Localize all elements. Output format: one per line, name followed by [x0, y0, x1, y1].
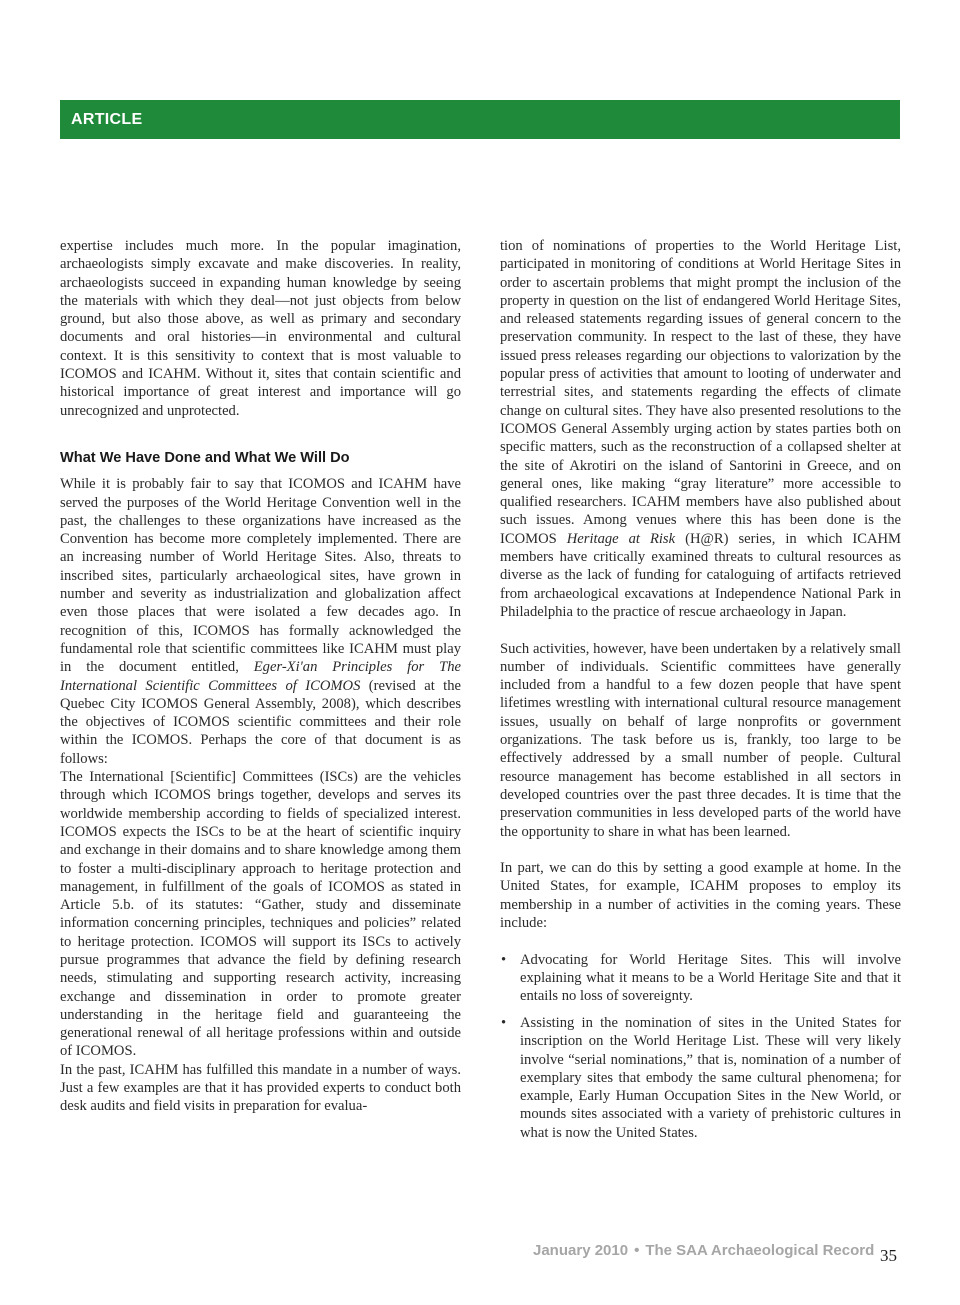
left-paragraph-3: In the past, ICAHM has fulfilled this mandate in a number of ways. Just a few examples are that it has provided experts to conduct both desk audits and field visits in preparation for evalua-: [60, 1061, 461, 1115]
bullet-mark: •: [501, 951, 507, 968]
right-paragraph-3: In part, we can do this by setting a good example at home. In the United States, for example, ICAHM proposes to employ its membership in a number of activities in the coming years. These include:: [500, 860, 901, 931]
left-paragraph-2: [60, 475, 461, 768]
list-item-text: Advocating for World Heritage Sites. This will involve explaining what it means to be a World Heritage Site and that it entails no loss of sovereignty.: [520, 951, 901, 1005]
section-heading: What We Have Done and What We Will Do: [60, 449, 350, 466]
heritage-at-risk-title: Heritage at Risk: [566, 530, 676, 547]
footer-separator: •: [634, 1242, 640, 1259]
list-item-text: Assisting in the nomination of sites in the United States for inscription on the World Heritage List. These will very likely involve “serial nominations,” that is, nomination of a number of exemplary sites that embody the same cultural phenomena; for example, Early Human Occupation Sites in the New World, or mounds sites associated with a variety of prehistoric cultures in what is now the United States.: [520, 1014, 901, 1141]
right-column: [500, 237, 901, 1142]
block-quote: The International [Scientific] Committees (ISCs) are the vehicles through which ICOMOS brings together, develops and serves its worldwide membership according to fields of specialized interest. ICOMOS expects the ISCs to be at the heart of scientific inquiry and exchange in their domains and to share knowledge among them to foster a multi-disciplinary approach to heritage protection and management, in fulfillment of the goals of ICOMOS as stated in Article 5.b. of its statutes: “Gather, study and disseminate information concerning principles, techniques and policies” related to heritage protection. ICOMOS will support its ISCs to actively pursue programmes that advance the field by defining research needs, stimulating and supporting research activity, increasing exchange and dissemination in order to promote greater understanding in the heritage field and guaranteeing the generational renewal of all heritage professions within and outside of ICOMOS.: [60, 769, 461, 1060]
right-paragraph-1: [500, 237, 901, 621]
footer-date: January 2010: [533, 1242, 629, 1259]
list-item: [500, 1014, 901, 1142]
footer-publication: The SAA Archaeological Record: [645, 1242, 875, 1259]
bullet-mark: •: [501, 1014, 507, 1031]
section-label: ARTICLE: [71, 110, 143, 128]
left-column: [60, 237, 461, 1116]
article-banner: [60, 100, 900, 139]
right-paragraph-1-text-b: (H@R) series, in which ICAHM members have critically examined threats to cultural resources as diverse as the lack of funding for cataloguing of artifacts retrieved from archaeological excavations at Independence National Park in Philadelphia to the practice of rescue archaeology in Japan.: [500, 530, 901, 620]
left-paragraph-2-text-a: While it is probably fair to say that ICOMOS and ICAHM have served the purposes of the World Heritage Convention well in the past, the challenges to these organizations have increased as the Convention has become more completely implemented. There are an increasing number of World Heritage Sites. Also, threats to inscribed sites, particularly archaeological sites, have grown in number and severity as industrialization and globalization affect even those places that were isolated a few decades ago. In recognition of this, ICOMOS has formally acknowledged the fundamental role that scientific committees like ICAHM must play in the document entitled,: [60, 476, 461, 676]
list-item: [500, 951, 901, 1006]
running-footer: [533, 1242, 874, 1259]
eger-xian-principles-title: Eger-Xi'an Principles for The International Scientific Committees of ICOMOS: [60, 659, 461, 694]
right-paragraph-2: Such activities, however, have been undertaken by a relatively small number of individuals. Scientific committees have generally included from a handful to a few dozen people that have spent lifetimes wrestling with international cultural resource management issues, usually on behalf of large nonprofits or government organizations. The task before us is, frankly, too large to be effectively addressed by a small number of people. Cultural resource management has become established in all sectors in developed countries over the past three decades. It is time that the preservation communities in less developed parts of the world have the opportunity to share in what has been learned.: [500, 640, 901, 840]
activities-list: [500, 951, 901, 1142]
left-paragraph-2-text-b: (revised at the Quebec City ICOMOS General Assembly, 2008), which describes the objectives of ICOMOS scientific committees and their role within the ICOMOS. Perhaps the core of that document is as follows:: [60, 677, 461, 767]
page-number: 35: [880, 1246, 897, 1265]
left-paragraph-1: expertise includes much more. In the popular imagination, archaeologists simply excavate and make discoveries. In reality, archaeologists succeed in expanding human knowledge by seeing the materials with which they deal—not just objects from below ground, but also those above, as well as primary and secondary documents and oral histories—in environmental and cultural context. It is this sensitivity to context that is most valuable to ICOMOS and ICAHM. Without it, sites that contain scientific and historical importance of great interest and importance will go unrecognized and unprotected.: [60, 238, 461, 419]
right-paragraph-1-text-a: tion of nominations of properties to the World Heritage List, participated in monitoring of conditions at World Heritage Sites in order to ascertain problems that might prompt the inclusion of the property in question on the list of endangered World Heritage Sites, and released statements regarding issues of general concern to the preservation community. In respect to the last of these, they have issued press releases regarding our objections to valorization by the popular press of activities that amount to looting of underwater and terrestrial sites, and statements regarding the effects of climate change on cultural sites. They have also presented resolutions to the ICOMOS General Assembly urging action by states parties both on specific matters, such as the reconstruction of a collapsed shelter at the site of Akrotiri on the island of Santorini in Greece, and on general ones, like making “gray literature” more accessible to qualified researchers. ICAHM members have also published about such issues. Among venues where this has been done is the ICOMOS: [500, 238, 901, 547]
